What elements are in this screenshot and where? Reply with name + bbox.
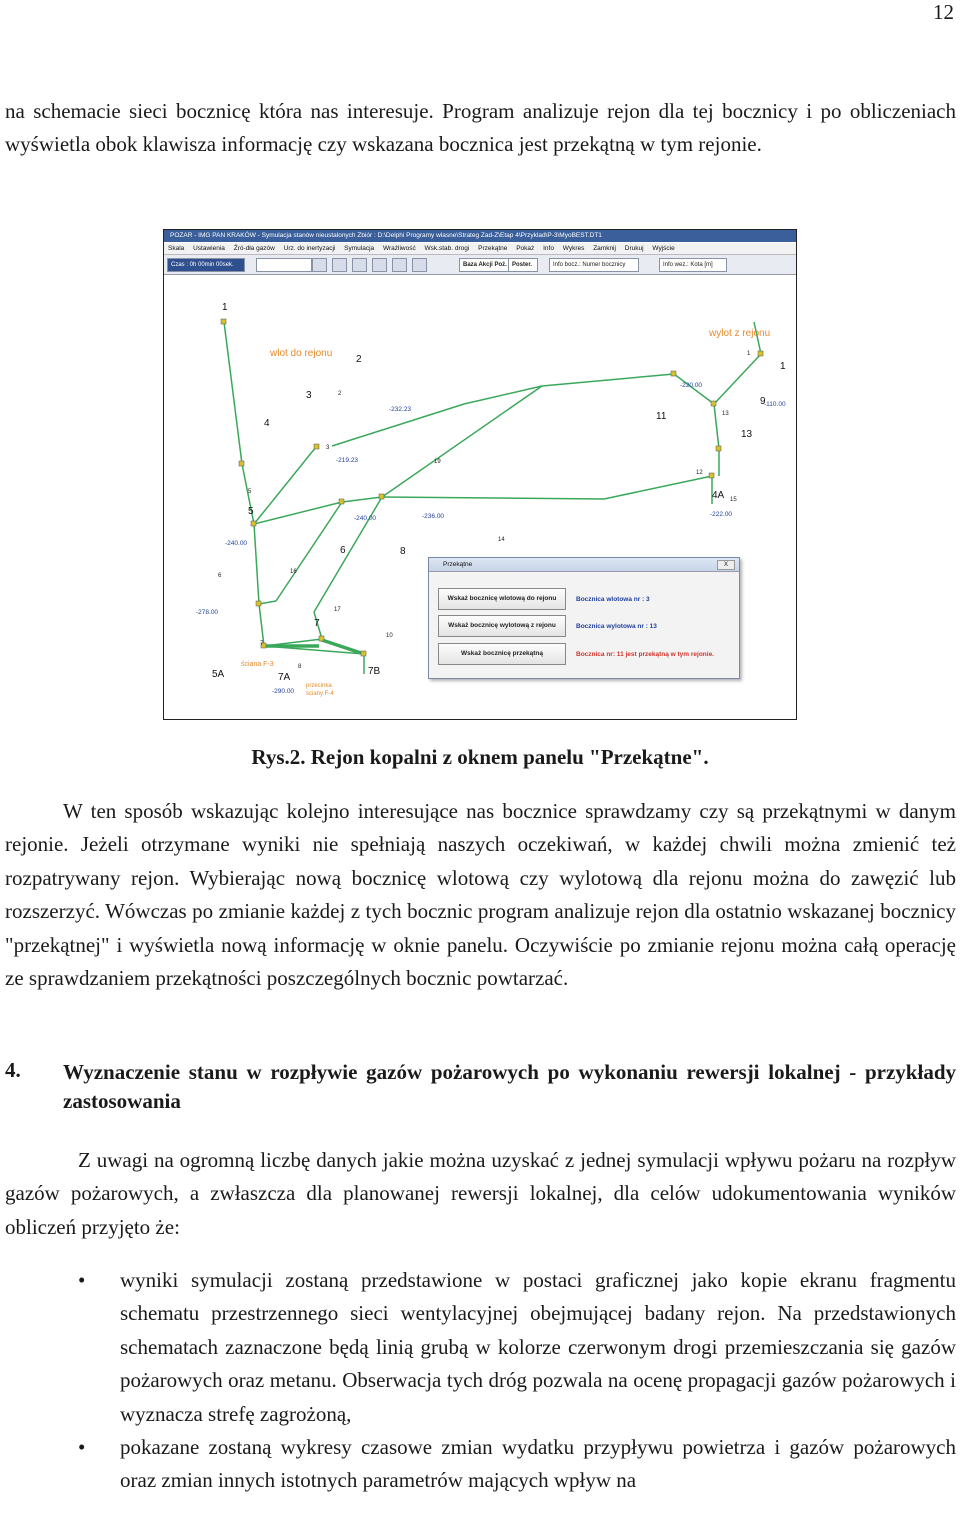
list-item-text: wyniki symulacji zostaną przedstawione w postaci graficznej jako kopie ekranu fragmentu schematu przestrzennego sieci wentylacyjnej obejmującej badany rejon. Na przedstawionych schematach zaznaczone będą linią grubą w kolorze czerwonym drogi przemieszczania się gazów pożarowych oraz metanu. Obserwacja tych dróg pozwala na ocenę propagacji gazów pożarowych i wyznacza strefę zagrożoną,	[120, 1268, 956, 1426]
branch-label: 2	[338, 391, 342, 397]
branch-label: 1	[747, 351, 751, 357]
pressure-value: -236.00	[422, 513, 445, 520]
node-label: 5	[248, 506, 254, 517]
menu-item[interactable]: Wrażliwość	[382, 245, 416, 252]
section-number: 4.	[5, 1058, 21, 1082]
node-label: 7A	[278, 672, 291, 683]
node-label: 7	[314, 618, 320, 629]
pressure-value: -219.23	[336, 457, 359, 464]
node-label: 6	[340, 545, 346, 556]
branch-label: 17	[334, 607, 341, 613]
node-label: 4	[264, 418, 270, 429]
section-title: Wyznaczenie stanu w rozpływie gazów pożarowych po wykonaniu rewersji lokalnej - przykłady zastosowania	[63, 1060, 956, 1113]
node-label: 4A	[712, 490, 725, 501]
menu-item[interactable]: Pokaż	[516, 245, 535, 252]
menu-item[interactable]: Wsk.stab. drogi	[424, 245, 470, 252]
branch-label: 7	[260, 641, 264, 647]
list-item-text: pokazane zostaną wykresy czasowe zmian wydatku przypływu powietrza i gazów pożarowych oraz zmian innych istotnych parametrów mających wpływ na	[120, 1435, 956, 1493]
list-item	[0, 1431, 956, 1498]
menu-item[interactable]: Ustawienia	[193, 245, 225, 252]
menu-item[interactable]: Źró-dła gazów	[233, 245, 275, 252]
time-display: Czas : 0h 00min 00sek.	[167, 258, 245, 272]
node-label: 1	[780, 361, 786, 372]
node-label: 11	[656, 411, 667, 422]
branch-label: 10	[386, 633, 393, 639]
bullet-list	[0, 1264, 960, 1498]
node-label: 1	[222, 302, 228, 313]
branch-label: 16	[290, 569, 297, 575]
node-label: 8	[400, 546, 406, 557]
tool-button[interactable]	[392, 258, 407, 272]
branch-label: 6	[218, 573, 222, 579]
pressure-value: -278.00	[196, 609, 219, 616]
diagonal-result: Bocznica nr: 11 jest przekątną w tym rejonie.	[576, 651, 714, 658]
tool-button[interactable]	[412, 258, 427, 272]
tama-label: ściany F-4	[306, 691, 334, 697]
pressure-value: -290.00	[272, 688, 295, 695]
paragraph-2: W ten sposób wskazując kolejno interesujące nas bocznice sprawdzamy czy są przekątnymi w danym rejonie. Jeżeli otrzymane wyniki nie spełniają naszych oczekiwań, w każdej chwili można zmienić też rozpatrywany rejon. Wybierając nową bocznicę wlotową czy wylotową dla rejonu można do zawęzić lub rozszerzyć. Wówczas po zmianie każdej z tych bocznic program analizuje rejon dla ostatnio wskazanej bocznicy "przekątnej" i wyświetla nową informację w oknie panelu. Oczywiście po zmianie rejonu można całą operację ze sprawdzaniem przekątności poszczególnych bocznic powtarzać.	[5, 799, 956, 991]
branch-label: 15	[730, 497, 737, 503]
outlet-label: wylot z rejonu	[709, 328, 771, 339]
figure-caption: Rys.2. Rejon kopalni z oknem panelu "Przekątne".	[251, 745, 709, 769]
inlet-result: Bocznica wlotowa nr : 3	[576, 596, 650, 603]
inlet-label: wlot do rejonu	[270, 348, 333, 359]
menu-item[interactable]: Urz. do inertyzacji	[283, 245, 336, 252]
branch-label: 3	[326, 445, 330, 451]
menu-item[interactable]: Wykres	[562, 245, 585, 252]
page-number: 12	[933, 0, 954, 24]
poster-button[interactable]: Poster.	[508, 258, 538, 272]
branch-label: 19	[434, 459, 441, 465]
tool-button[interactable]	[372, 258, 387, 272]
menu-item[interactable]: Zamknij	[593, 245, 616, 252]
select-inlet-button[interactable]: Wskaż bocznicę wlotową do rejonu	[438, 588, 566, 610]
tool-button[interactable]	[332, 258, 347, 272]
branch-label: 12	[696, 470, 703, 476]
select-diagonal-button[interactable]: Wskaż bocznicę przekątną	[438, 643, 566, 665]
close-icon[interactable]: X	[717, 560, 735, 570]
bullet-icon: •	[78, 1268, 86, 1292]
panel-title	[429, 558, 739, 572]
list-item	[0, 1264, 956, 1431]
menu-item[interactable]: Przekątne	[478, 245, 508, 252]
info-branch-field: Info bocz.: Numer bocznicy	[549, 258, 639, 272]
menu-item[interactable]: Drukuj	[624, 245, 644, 252]
tama-label: przecinka	[306, 683, 332, 689]
node-label: 5A	[212, 669, 225, 680]
bullet-icon: •	[78, 1435, 86, 1460]
menu-item[interactable]: Skala	[168, 245, 185, 252]
menu-bar	[164, 243, 796, 255]
info-node-field: Info wez.: Kota [m]	[659, 258, 727, 272]
branch-label: 13	[722, 411, 729, 417]
menu-item[interactable]: Symulacja	[344, 245, 375, 252]
figure-screenshot	[163, 229, 797, 720]
branch-label: 5	[248, 489, 252, 495]
pressure-value: -222.00	[710, 511, 733, 518]
pressure-value: -232.23	[389, 406, 412, 413]
pressure-value: -220.00	[680, 382, 703, 389]
pressure-value: -110.00	[764, 401, 786, 408]
panel-title-text: Przekątne	[443, 561, 473, 568]
node-label: 13	[741, 429, 753, 440]
menu-item[interactable]: Info	[543, 245, 554, 252]
select-outlet-button[interactable]: Wskaż bocznicę wylotową z rejonu	[438, 615, 566, 637]
window-title: POZAR - IMG PAN KRAKÓW - Symulacja stanów nieustalonych Zbiór : D:\Delphi Programy wlasne\Strateg Zad-Z\Etap 4\Przyklad\P-3\MyoBEST.DT1	[164, 230, 796, 242]
paragraph-3: Z uwagi na ogromną liczbę danych jakie można uzyskać z jednej symulacji wpływu pożaru na rozpływ gazów pożarowych, a zwłaszcza dla planowanej rewersji lokalnej, dla celów udokumentowania wyników obliczeń przyjęto że:	[5, 1148, 956, 1239]
branch-label: 8	[298, 664, 302, 670]
pressure-value: -240.00	[225, 540, 248, 547]
przekatne-panel	[428, 557, 740, 679]
tool-button[interactable]	[312, 258, 327, 272]
intro-paragraph: na schemacie sieci bocznicę która nas interesuje. Program analizuje rejon dla tej bocznicy i po obliczeniach wyświetla obok klawisza informację czy wskazana bocznica jest przekątną w tym rejonie.	[5, 99, 956, 157]
tool-button[interactable]	[352, 258, 367, 272]
speed-slider[interactable]	[256, 258, 312, 272]
node-label: 7B	[368, 666, 381, 677]
branch-label: 14	[498, 537, 505, 543]
toolbar	[164, 255, 796, 275]
node-label: 2	[356, 354, 362, 365]
node-label: 3	[306, 390, 312, 401]
baza-akcji-button[interactable]: Baza Akcji Poż.	[459, 258, 509, 272]
pressure-value: -240.00	[354, 515, 377, 522]
outlet-result: Bocznica wylotowa nr : 13	[576, 623, 657, 630]
node-label: 9	[760, 396, 766, 407]
menu-item[interactable]: Wyjście	[652, 245, 675, 252]
tama-label: ściana F-3	[241, 661, 274, 668]
